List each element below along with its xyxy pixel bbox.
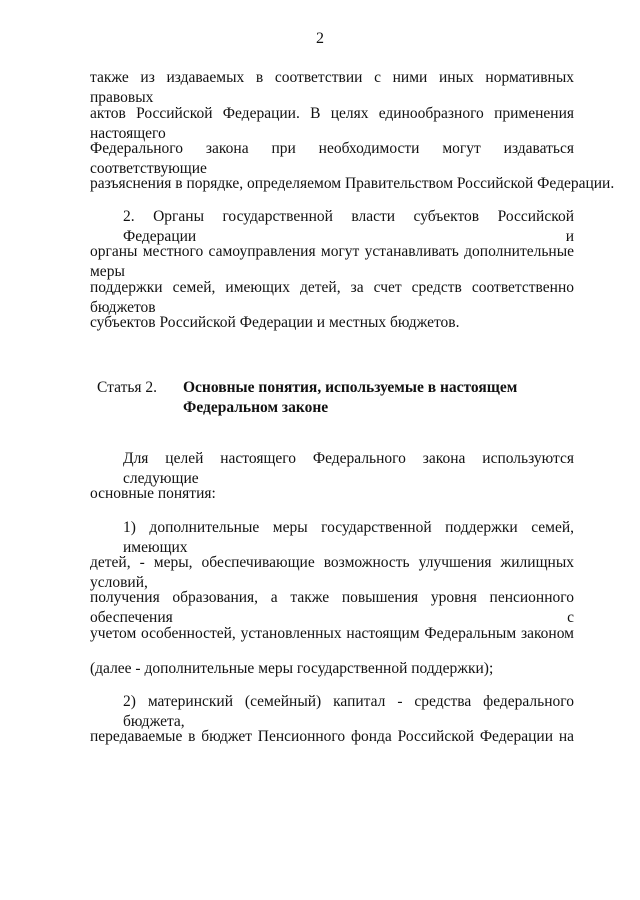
paragraph-1-line-3: Федерального закона при необходимости могут издаваться соответствующие xyxy=(90,140,574,177)
paragraph-1-line-4: разъяснения в порядке, определяемом Правительством Российской Федерации. xyxy=(90,175,615,192)
paragraph-5-line-2: передаваемые в бюджет Пенсионного фонда Российской Федерации на xyxy=(90,728,574,745)
paragraph-1-line-2: актов Российской Федерации. В целях единообразного применения настоящего xyxy=(90,105,574,142)
paragraph-4-line-1: 1) дополнительные меры государственной поддержки семей, имеющих xyxy=(123,519,574,556)
paragraph-4-line-5: (далее - дополнительные меры государственной поддержки); xyxy=(90,660,494,677)
paragraph-2-line-3: поддержки семей, имеющих детей, за счет средств соответственно бюджетов xyxy=(90,279,574,316)
paragraph-3-line-1: Для целей настоящего Федерального закона используются следующие xyxy=(123,450,574,487)
paragraph-4-line-4: учетом особенностей, установленных настоящим Федеральным законом xyxy=(90,625,574,642)
paragraph-2-line-4: субъектов Российской Федерации и местных бюджетов. xyxy=(90,314,460,331)
article-title-line-2: Федеральном законе xyxy=(183,399,329,416)
paragraph-5-line-1: 2) материнский (семейный) капитал - средства федерального бюджета, xyxy=(123,693,574,730)
paragraph-1-line-1: также из издаваемых в соответствии с ними иных нормативных правовых xyxy=(90,69,574,106)
paragraph-4-line-3: получения образования, а также повышения уровня пенсионного обеспечения с xyxy=(90,589,574,626)
page-number: 2 xyxy=(316,30,324,47)
paragraph-4-line-2: детей, - меры, обеспечивающие возможность улучшения жилищных условий, xyxy=(90,554,574,591)
article-title-line-1: Основные понятия, используемые в настоящем xyxy=(183,379,518,396)
paragraph-2-line-2: органы местного самоуправления могут устанавливать дополнительные меры xyxy=(90,243,574,280)
article-label: Статья 2. xyxy=(97,379,158,396)
paragraph-3-line-2: основные понятия: xyxy=(90,485,216,502)
paragraph-2-line-1: 2. Органы государственной власти субъектов Российской Федерации и xyxy=(123,208,574,245)
